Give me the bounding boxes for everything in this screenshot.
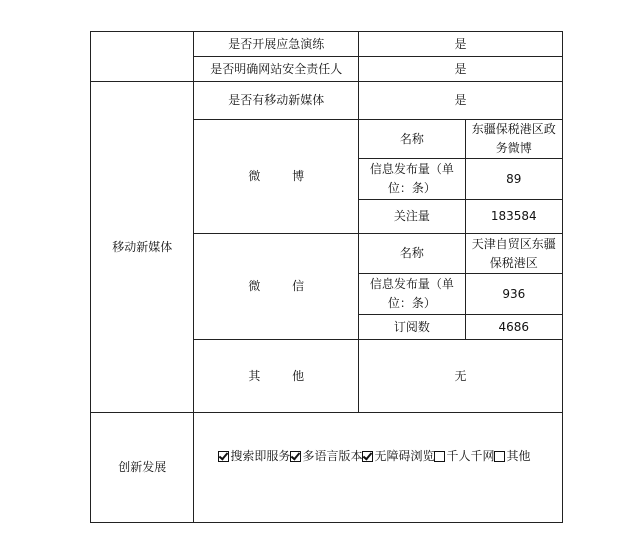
wechat-posts-label: 信息发布量（单位：条）	[359, 274, 465, 315]
weibo-posts-value: 89	[465, 159, 562, 200]
has-media-value: 是	[359, 82, 563, 120]
drill-value: 是	[359, 32, 563, 57]
innovation-options	[194, 413, 563, 523]
weibo-posts-label: 信息发布量（单位：条）	[359, 159, 465, 200]
responsible-value: 是	[359, 57, 563, 82]
wechat-subscribers-label: 订阅数	[359, 315, 465, 340]
wechat-posts-value: 936	[465, 274, 562, 315]
mobile-section-label: 移动新媒体	[91, 82, 194, 413]
other-label: 其 他	[194, 340, 359, 413]
weibo-followers-label: 关注量	[359, 200, 465, 234]
innovation-label: 创新发展	[91, 413, 194, 523]
checkbox-icon[interactable]	[362, 451, 373, 462]
option-label: 千人千网	[446, 449, 495, 463]
checkbox-icon[interactable]	[290, 451, 301, 462]
checkbox-icon[interactable]	[218, 451, 229, 462]
checkbox-icon[interactable]	[494, 451, 505, 462]
weibo-name-value: 东疆保税港区政务微博	[465, 120, 562, 159]
option-accessibility[interactable]	[362, 447, 434, 466]
weibo-label: 微 博	[194, 120, 359, 234]
option-multilingual[interactable]	[290, 447, 362, 466]
option-other[interactable]	[494, 447, 530, 466]
responsible-label: 是否明确网站安全责任人	[194, 57, 359, 82]
weibo-name-label: 名称	[359, 120, 465, 159]
drill-label: 是否开展应急演练	[194, 32, 359, 57]
wechat-label: 微 信	[194, 234, 359, 340]
option-search-service[interactable]	[218, 447, 290, 466]
table-row	[91, 82, 563, 120]
wechat-name-label: 名称	[359, 234, 465, 274]
table-row	[91, 32, 563, 57]
has-media-label: 是否有移动新媒体	[194, 82, 359, 120]
other-value: 无	[359, 340, 563, 413]
weibo-followers-value: 183584	[465, 200, 562, 234]
wechat-subscribers-value: 4686	[465, 315, 562, 340]
option-label: 其他	[506, 449, 531, 463]
option-personalized[interactable]	[434, 447, 494, 466]
checkbox-icon[interactable]	[434, 451, 445, 462]
wechat-name-value: 天津自贸区东疆保税港区	[465, 234, 562, 274]
option-label: 搜索即服务	[230, 449, 291, 463]
blank-section-cell	[91, 32, 194, 82]
table-row	[91, 413, 563, 523]
report-table	[90, 31, 563, 523]
option-label: 多语言版本	[302, 449, 363, 463]
option-label: 无障碍浏览	[374, 449, 435, 463]
